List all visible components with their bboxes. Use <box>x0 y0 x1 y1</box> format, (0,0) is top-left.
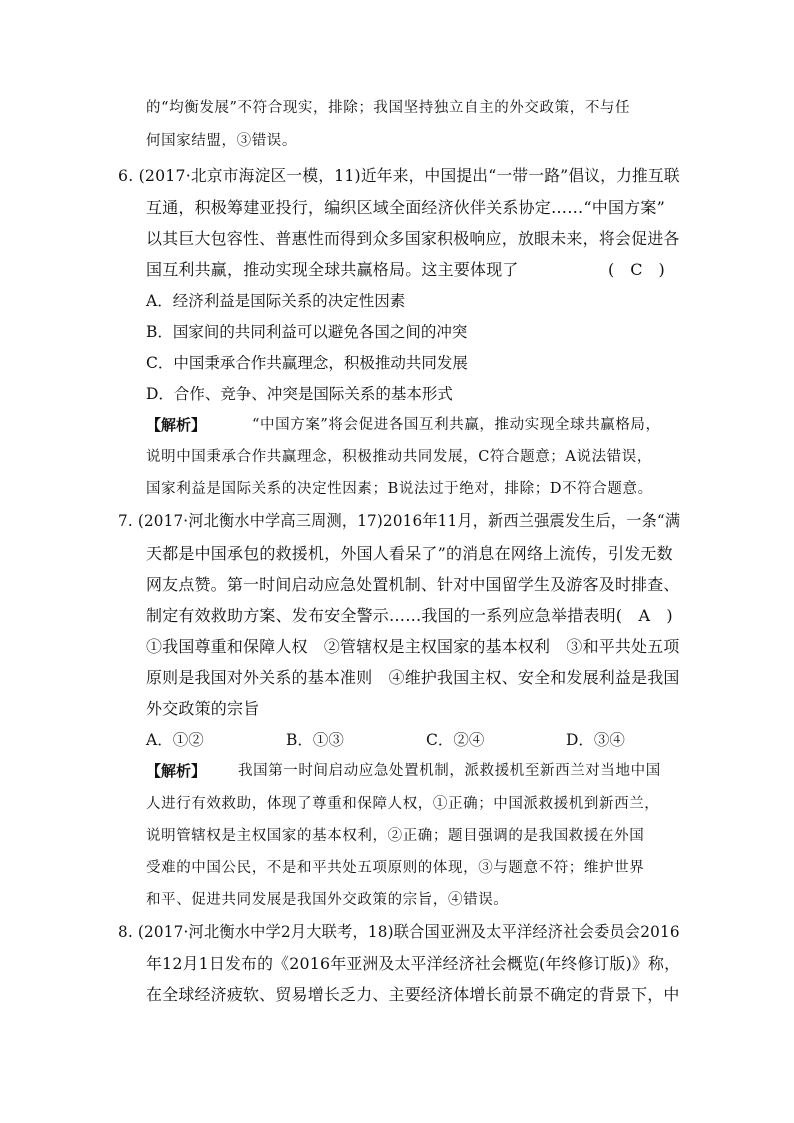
question-7-option-c: C．②④ <box>426 731 485 749</box>
question-7-explanation-line-4: 受难的中国公民，不是和平共处五项原则的体现，③与题意不符；维护世界 <box>146 860 645 876</box>
question-8-stem-line-3: 在全球经济疲软、贸易增长乏力、主要经济体增长前景不确定的背景下，中 <box>146 985 680 1004</box>
question-7-statements-line-1: ①我国尊重和保障人权 ②管辖权是主权国家的基本权利 ③和平共处五项 <box>146 637 680 656</box>
question-7-stem-line-2: 天都是中国承包的救援机，外国人看呆了”的消息在网络上流传，引发无数 <box>146 544 673 563</box>
prev-explanation-line-2: 何国家结盟，③错误。 <box>146 133 297 149</box>
question-8-stem-line-1: 8. (2017·河北衡水中学2月大联考，18)联合国亚洲及太平洋经济社会委员会2016 <box>118 922 680 941</box>
question-8-stem-line-2: 年12月1日发布的《2016年亚洲及太平洋经济社会概览(年终修订版)》称， <box>146 954 681 973</box>
question-6-explanation-line-3: 国家利益是国际关系的决定性因素；B说法过于绝对，排除；D不符合题意。 <box>146 481 653 497</box>
question-7-explanation-tag: 【解析】 <box>146 762 207 780</box>
question-6-stem-line-4: 国互利共赢，推动实现全球共赢格局。这主要体现了 <box>146 260 519 279</box>
question-7-statements-line-3: 外交政策的宗旨 <box>146 699 260 718</box>
question-7-stem-line-3: 网友点赞。第一时间启动应急处置机制、针对中国留学生及游客及时排查、 <box>146 575 680 594</box>
question-7-option-d: D．③④ <box>566 731 625 749</box>
question-7-explanation-line-3: 说明管辖权是主权国家的基本权利，②正确；题目强调的是我国救援在外国 <box>146 828 645 844</box>
question-7-stem-line-4: 制定有效救助方案、发布安全警示……我国的一系列应急举措表明( A ) <box>146 606 673 625</box>
question-7-explanation-line-1: 我国第一时间启动应急处置机制，派救援机至新西兰对当地中国 <box>238 763 661 779</box>
question-7-option-b: B．①③ <box>286 731 344 749</box>
question-6-stem-line-2: 互通，积极筹建亚投行，编织区域全面经济伙伴关系协定……“中国方案” <box>146 198 665 217</box>
question-6-explanation-line-2: 说明中国秉承合作共赢理念，积极推动共同发展，C符合题意；A说法错误， <box>146 449 652 465</box>
question-7-explanation-line-5: 和平、促进共同发展是我国外交政策的宗旨，④错误。 <box>146 892 509 908</box>
question-7-stem-line-1: 7. (2017·河北衡水中学高三周测，17)2016年11月，新西兰强震发生后，一条“满 <box>118 511 681 530</box>
question-7-explanation-line-2: 人进行有效救助，体现了尊重和保障人权，①正确；中国派救援机到新西兰， <box>146 796 660 812</box>
question-7-statements-line-2: 原则是我国对外关系的基本准则 ④维护我国主权、安全和发展利益是我国 <box>146 668 680 687</box>
question-6-explanation-line-1: “中国方案”将会促进各国互利共赢，推动实现全球共赢格局， <box>252 417 661 433</box>
question-6-option-d: D．合作、竞争、冲突是国际关系的基本形式 <box>146 385 453 403</box>
question-6-stem-line-3: 以其巨大包容性、普惠性而得到众多国家积极响应，放眼未来，将会促进各 <box>146 229 680 248</box>
prev-explanation-line-1: 的“均衡发展”不符合现实，排除；我国坚持独立自主的外交政策，不与任 <box>146 100 631 116</box>
question-6-explanation-tag: 【解析】 <box>146 416 207 434</box>
question-6-stem-line-1: 6. (2017·北京市海淀区一模，11)近年来，中国提出“一带一路”倡议，力推互联 <box>118 166 680 185</box>
question-6-option-b: B．国家间的共同利益可以避免各国之间的冲突 <box>146 323 468 341</box>
question-6-answer: ( C ) <box>608 260 665 279</box>
question-7-option-a: A．①② <box>146 731 204 749</box>
question-6-option-c: C．中国秉承合作共赢理念，积极推动共同发展 <box>146 354 468 372</box>
question-6-option-a: A．经济利益是国际关系的决定性因素 <box>146 292 406 310</box>
